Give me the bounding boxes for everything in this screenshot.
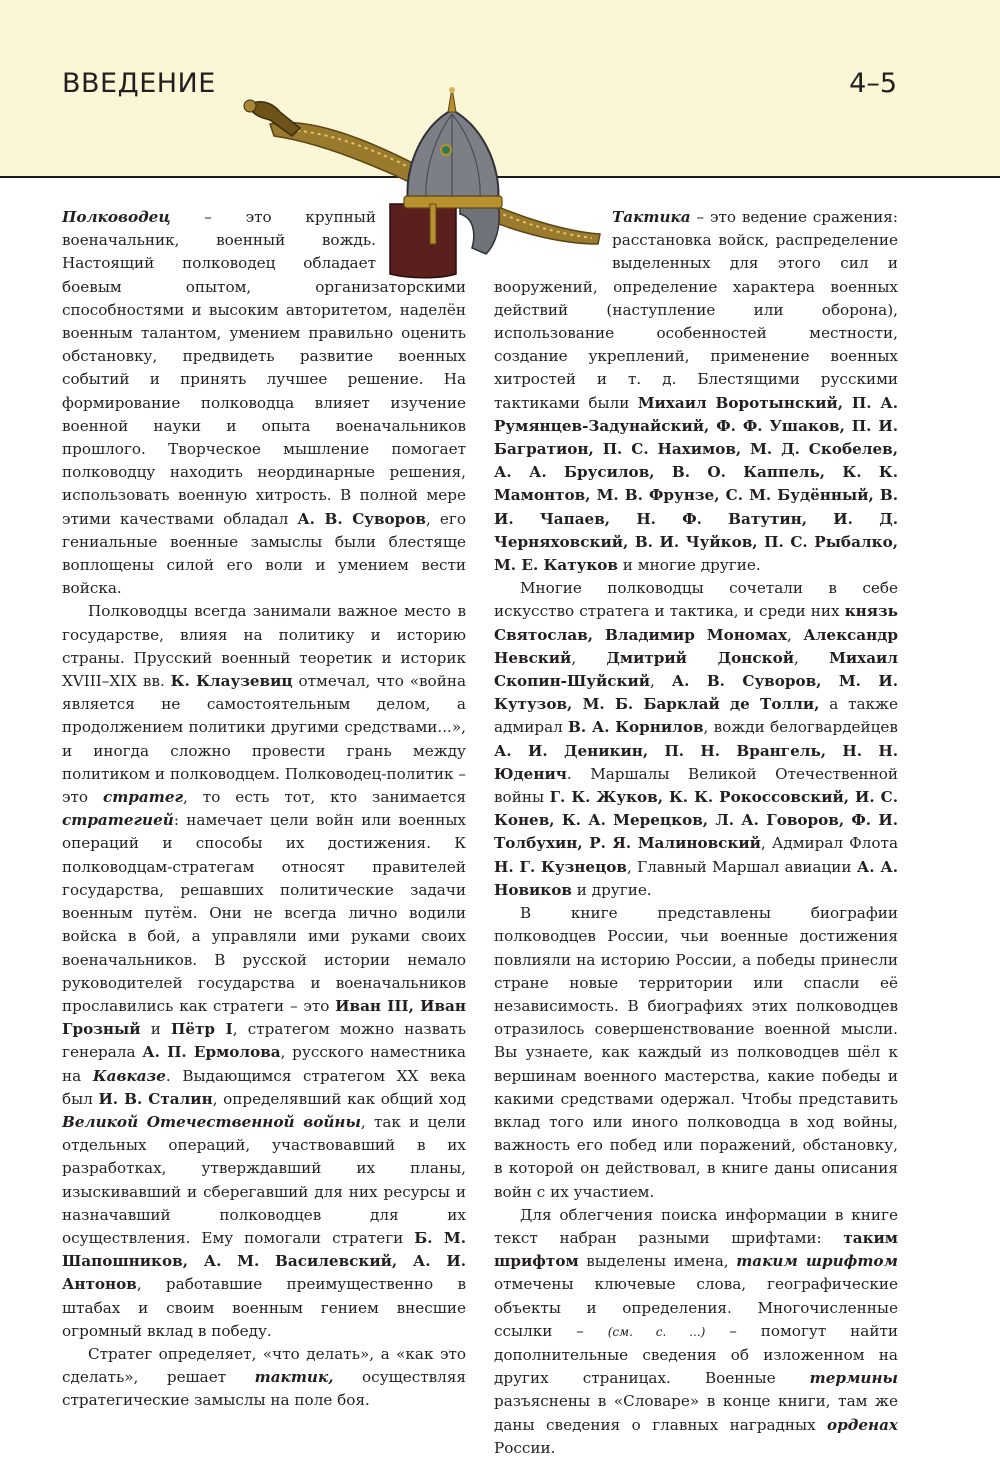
name-novikov: А. А. Новиков (494, 857, 898, 899)
name-ivans: Иван III, Иван Грозный (62, 996, 466, 1039)
term-strategiya: стратегией (62, 811, 174, 830)
text: – это ведение сражения: расстановка войск, распределение выделенных для этого сил и вооружений, определение характера военных действий (наступление или оборона), использование особенностей местности, создание укреплений, применение военных хитростей и т. д. Блестящими русскими тактиками были (494, 208, 898, 412)
reference-sample: (см. с. ...) (607, 1324, 706, 1339)
term-kavkaz: Кавказе (92, 1066, 166, 1085)
term-ordena: орденах (827, 1415, 898, 1434)
text: выделены имена, (578, 1252, 737, 1271)
text: , работавшие преимущественно в штабах и своим военным гением внесшие огромный вклад в победу. (62, 1275, 466, 1340)
right-column (494, 206, 898, 1460)
text: , его гениальные военные замыслы были блестяще воплощены силой его воли и умением вести войска. (62, 509, 466, 598)
text: и многие другие. (617, 556, 761, 575)
paragraph-book-contents (494, 902, 898, 1204)
page-numbers: 4–5 (849, 68, 897, 99)
term-taktika: Тактика (612, 208, 691, 226)
term-strateg: стратег (102, 788, 184, 807)
text: Для облегчения поиска информации в книге текст набран разными шрифтами: (494, 1205, 898, 1247)
illustration-wrap-right (494, 206, 612, 272)
helmet-jewel (441, 145, 451, 155)
illustration-wrap-left (376, 206, 466, 258)
name-staff-strategists: Б. М. Шапошников, А. М. Василевский, А. И. Антонов (62, 1228, 467, 1294)
text: , (793, 648, 830, 667)
text: осуществляя стратегические замыслы на поле боя. (62, 1368, 466, 1410)
paragraph-polkovodets (62, 206, 466, 600)
bold-font-sample: таким шрифтом (494, 1228, 898, 1271)
left-column (62, 206, 466, 1413)
names-marshals: Г. К. Жуков, К. К. Рокоссовский, И. С. Конев, К. А. Мерецков, Л. А. Говоров, Ф. И. Толбухин, Р. Я. Малиновский (494, 788, 898, 853)
text: . Выдающимся стратегом XX века был (62, 1066, 466, 1108)
text: и другие. (571, 880, 652, 899)
bold-italic-font-sample: таким шрифтом (736, 1252, 898, 1271)
name-donskoy: Дмитрий Донской (606, 648, 794, 667)
names-generals: А. В. Суворов, М. И. Кутузов, М. Б. Барклай де Толли, (494, 672, 899, 714)
paragraph-strategist-tacticians (494, 577, 898, 902)
text: В книге представлены биографии полководцев России, чьи военные достижения повлияли на историю России, а победы принесли стране новые территории или спасли её независимость. В биографиях этих полководцев отразилось совершенствование военной мысли. Вы узнаете, как каждый из полководцев шёл к вершинам военного мастерства, какие победы и какими средствами одержал. Чтобы представить вклад того или иного полководца в ход войны, важность его побед или поражений, обстановку, в которой он действовал, в книге даны описания войн с их участием. (494, 904, 898, 1201)
text: : намечает цели войн или военных операций и способы их достижения. К полководцам-стратегам относят правителей государства, решавших политические задачи военным путём. Они не всегда лично водили войска в бой, а управляли ими руками своих военачальников. В русской истории немало руководителей государства и военачальников прославились как стратеги – это (62, 811, 466, 1015)
text: , (787, 625, 804, 644)
name-peter: Пётр I (171, 1020, 233, 1039)
term-terminy: термины (809, 1369, 898, 1388)
term-taktik: тактик, (254, 1368, 334, 1387)
text: и (140, 1020, 171, 1039)
paragraph-typography-guide (494, 1204, 898, 1460)
text: отмечал, что «война является не самостоятельным делом, а продолжением политики другими средствами...», и иногда сложно провести грань между политиком и полководцем. Полководец-политик – это (62, 672, 466, 807)
names-tacticians: Михаил Воротынский, П. А. Румянцев-Задунайский, Ф. Ф. Ушаков, П. И. Багратион, П. С. Нахимов, М. Д. Скобелев, А. А. Брусилов, В. О. Каппель, К. К. Мамонтов, М. В. Фрунзе, С. М. Будённый, В. И. Чапаев, Н. Ф. Ватутин, И. Д. Черняховский, В. И. Чуйков, П. С. Рыбалко, М. Е. Катуков (494, 393, 898, 575)
text: . Маршалы Великой Отечественной войны (494, 764, 898, 807)
helmet-finial (449, 87, 455, 93)
sabre-pommel (244, 100, 256, 112)
name-kuznetsov: Н. Г. Кузнецов (494, 857, 627, 876)
text: отмечены ключевые слова, географические объекты и определения. Многочисленные ссылки – (494, 1275, 898, 1340)
term-great-patriotic-war: Великой Отечественной войны (62, 1112, 361, 1131)
text: , вожди белогвардейцев (703, 718, 898, 737)
name-ermolov: А. П. Ермолова (142, 1043, 281, 1062)
text: , Адмирал Флота (760, 834, 898, 853)
paragraph-strategy (62, 600, 466, 1343)
text: , русского наместника на (62, 1043, 466, 1085)
text: Полководцы всегда занимали важное место в государстве, влияя на политику и историю страны. Прусский военный теоретик и историк XVIII–XIX вв. (62, 602, 466, 691)
name-clausewitz: К. Клаузевиц (170, 672, 293, 691)
text: разъяснены в «Словаре» в конце книги, там же даны сведения о главных наградных (494, 1392, 898, 1434)
text: Многие полководцы сочетали в себе искусство стратега и тактика, и среди них (494, 579, 898, 621)
name-skopin-shuisky: Михаил Скопин-Шуйский (494, 648, 899, 691)
text: , Главный Маршал авиации (626, 857, 857, 876)
section-title: ВВЕДЕНИЕ (62, 68, 216, 99)
text: , (571, 648, 607, 667)
text: , (649, 672, 672, 691)
text: Стратег определяет, «что делать», а «как это сделать», решает (62, 1344, 466, 1387)
names-white-leaders: А. И. Деникин, П. Н. Врангель, Н. Н. Юденич (494, 741, 898, 783)
name-stalin: И. В. Сталин (98, 1089, 213, 1108)
helmet-dome (407, 110, 498, 204)
names-princes: князь Святослав, Владимир Мономах (494, 602, 898, 644)
text: , определявший как общий ход (212, 1089, 466, 1108)
text: России. (494, 1438, 556, 1457)
text: – помогут найти дополнительные сведения об изложенном на других страницах. Военные (494, 1321, 898, 1388)
name-suvorov: А. В. Суворов (297, 509, 426, 528)
term-polkovodets: Полководец (62, 208, 171, 226)
text: , так и цели отдельных операций, участвовавший в их разработках, утверждавший их планы, изыскивавший и сберегавший для них ресурсы и назначавший полководцев для их осуществления. Ему помогали стратеги (62, 1112, 466, 1247)
text: , стратегом можно назвать генерала (62, 1020, 466, 1062)
text: , то есть тот, кто занимается (183, 788, 466, 807)
paragraph-tactician (62, 1343, 466, 1413)
name-kornilov: В. А. Корнилов (568, 718, 704, 737)
name-nevsky: Александр Невский (494, 625, 898, 667)
text: а также адмирал (494, 695, 898, 737)
text: – это крупный военачальник, военный вождь. Настоящий полководец обладает боевым опытом, организаторскими способностями и высоким авторитетом, наделён военным талантом, умением правильно оценить обстановку, предвидеть развитие военных событий и принять лучшее решение. На формирование полководца влияет изучение военной науки и опыта военачальников прошлого. Творческое мышление помогает полководцу находить неординарные решения, использовать военную хитрость. В полной мере этими качествами обладал (62, 208, 466, 528)
